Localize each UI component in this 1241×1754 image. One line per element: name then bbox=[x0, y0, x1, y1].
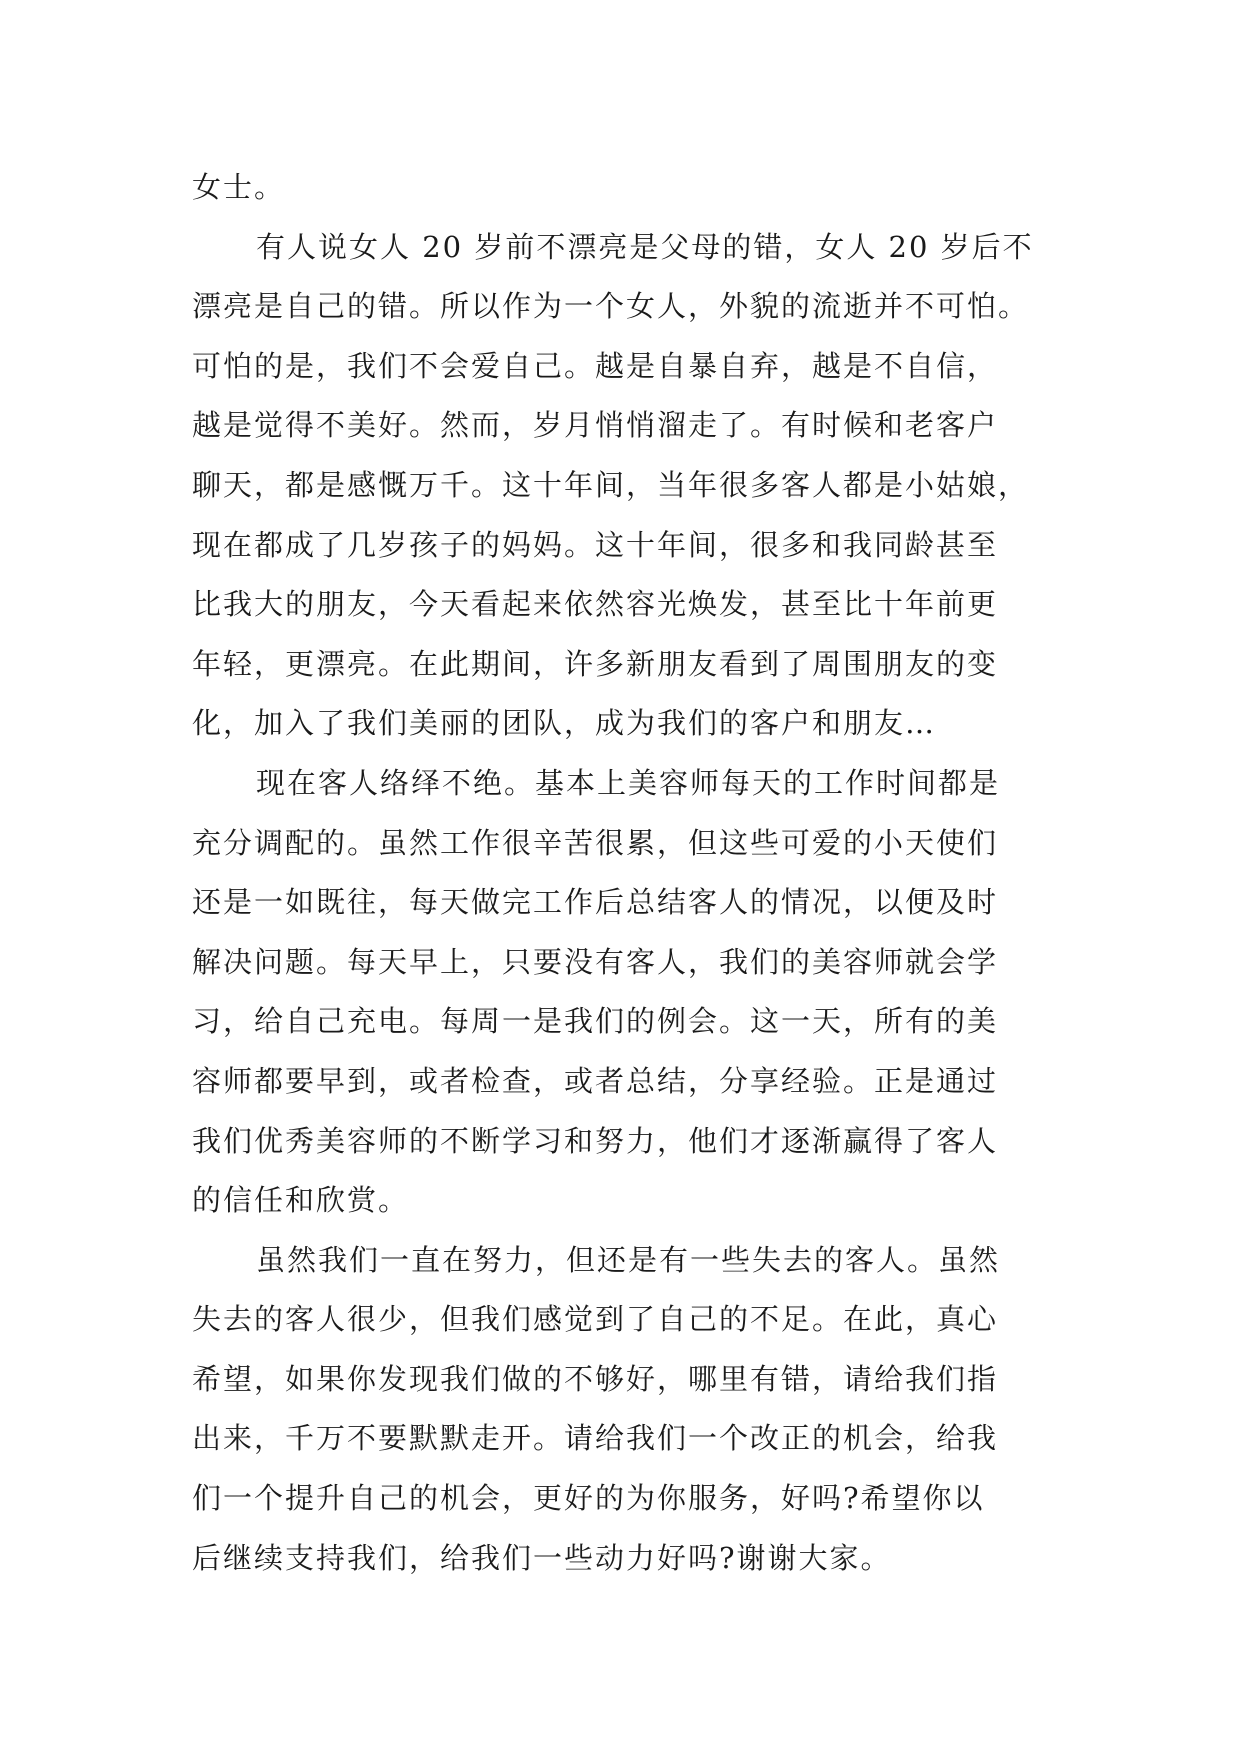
text-line: 我们优秀美容师的不断学习和努力，他们才逐渐赢得了客人 bbox=[192, 1123, 999, 1158]
text-line: 女士。 bbox=[192, 170, 286, 204]
text-line: 出来，千万不要默默走开。请给我们一个改正的机会，给我 bbox=[192, 1421, 999, 1456]
text-line: 可怕的是，我们不会爱自己。越是自暴自弃，越是不自信， bbox=[192, 348, 999, 383]
text-line: 们一个提升自己的机会，更好的为你服务，好吗?希望你以 bbox=[192, 1481, 985, 1516]
paragraph-start-line: 有人说女人 20 岁前不漂亮是父母的错，女人 20 岁后不 bbox=[256, 229, 1034, 264]
text-line: 失去的客人很少，但我们感觉到了自己的不足。在此，真心 bbox=[192, 1302, 999, 1337]
text-line: 年轻，更漂亮。在此期间，许多新朋友看到了周围朋友的变 bbox=[192, 646, 999, 681]
text-line: 希望，如果你发现我们做的不够好，哪里有错，请给我们指 bbox=[192, 1361, 999, 1396]
text-line: 化，加入了我们美丽的团队，成为我们的客户和朋友… bbox=[192, 706, 937, 741]
text-line: 越是觉得不美好。然而，岁月悄悄溜走了。有时候和老客户 bbox=[192, 408, 999, 443]
paragraph-start-line: 现在客人络绎不绝。基本上美容师每天的工作时间都是 bbox=[256, 765, 1001, 800]
text-line: 漂亮是自己的错。所以作为一个女人，外貌的流逝并不可怕。 bbox=[192, 289, 1030, 324]
paragraph-start-line: 虽然我们一直在努力，但还是有一些失去的客人。虽然 bbox=[256, 1242, 1001, 1277]
body-text bbox=[192, 158, 1052, 1588]
text-line: 习，给自己充电。每周一是我们的例会。这一天，所有的美 bbox=[192, 1004, 999, 1039]
text-line: 充分调配的。虽然工作很辛苦很累，但这些可爱的小天使们 bbox=[192, 825, 999, 860]
text-line: 解决问题。每天早上，只要没有客人，我们的美容师就会学 bbox=[192, 944, 999, 979]
text-line: 聊天，都是感慨万千。这十年间，当年很多客人都是小姑娘， bbox=[192, 467, 1030, 502]
text-line: 后继续支持我们，给我们一些动力好吗?谢谢大家。 bbox=[192, 1540, 892, 1575]
text-line: 的信任和欣赏。 bbox=[192, 1183, 410, 1218]
text-line: 容师都要早到，或者检查，或者总结，分享经验。正是通过 bbox=[192, 1063, 999, 1098]
text-line: 比我大的朋友，今天看起来依然容光焕发，甚至比十年前更 bbox=[192, 587, 999, 622]
text-line: 还是一如既往，每天做完工作后总结客人的情况，以便及时 bbox=[192, 885, 999, 920]
text-line: 现在都成了几岁孩子的妈妈。这十年间，很多和我同龄甚至 bbox=[192, 527, 999, 562]
